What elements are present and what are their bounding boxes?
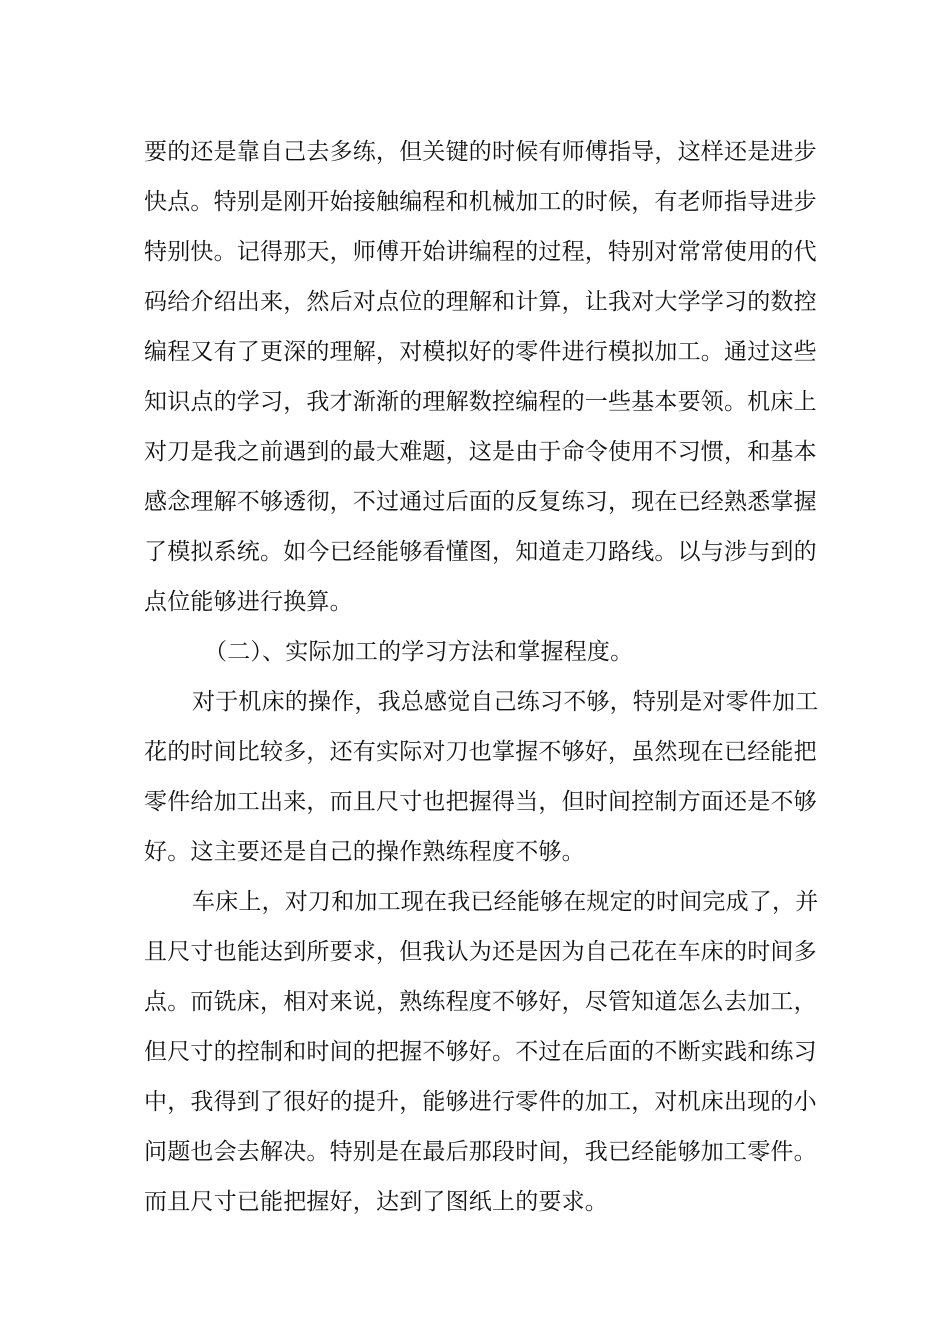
section-heading: （二）、实际加工的学习方法和掌握程度。	[204, 639, 634, 665]
text-line: 且尺寸也能达到所要求，但我认为还是因为自己花在车床的时间多	[144, 939, 817, 965]
text-line: 零件给加工出来，而且尺寸也把握得当，但时间控制方面还是不够	[144, 789, 817, 815]
text-line: 对刀是我之前遇到的最大难题，这是由于命令使用不习惯，和基本	[144, 439, 817, 465]
text-line: 感念理解不够透彻，不过通过后面的反复练习，现在已经熟悉掌握	[144, 489, 817, 515]
text-line: 码给介绍出来，然后对点位的理解和计算，让我对大学学习的数控	[144, 289, 817, 315]
text-line: 问题也会去解决。特别是在最后那段时间，我已经能够加工零件。	[144, 1139, 817, 1165]
text-line: 知识点的学习，我才渐渐的理解数控编程的一些基本要领。机床上	[144, 389, 817, 415]
text-line: 要的还是靠自己去多练，但关键的时候有师傅指导，这样还是进步	[144, 139, 817, 165]
text-line: 好。这主要还是自己的操作熟练程度不够。	[144, 839, 585, 865]
text-line: 点位能够进行换算。	[144, 589, 353, 615]
text-line: 但尺寸的控制和时间的把握不够好。不过在后面的不断实践和练习	[144, 1039, 817, 1065]
text-line: 中，我得到了很好的提升，能够进行零件的加工，对机床出现的小	[144, 1089, 817, 1115]
text-line: 点。而铣床，相对来说，熟练程度不够好，尽管知道怎么去加工，	[144, 989, 817, 1015]
text-line: 快点。特别是刚开始接触编程和机械加工的时候，有老师指导进步	[144, 189, 817, 215]
text-line: 对于机床的操作，我总感觉自己练习不够，特别是对零件加工	[192, 689, 819, 715]
text-line: 车床上，对刀和加工现在我已经能够在规定的时间完成了，并	[192, 889, 819, 915]
text-line: 编程又有了更深的理解，对模拟好的零件进行模拟加工。通过这些	[144, 339, 817, 365]
text-line: 花的时间比较多，还有实际对刀也掌握不够好，虽然现在已经能把	[144, 739, 817, 765]
text-line: 而且尺寸已能把握好，达到了图纸上的要求。	[144, 1189, 608, 1215]
text-line: 特别快。记得那天，师傅开始讲编程的过程，特别对常常使用的代	[144, 239, 817, 265]
body-text	[144, 127, 824, 1227]
text-line: 了模拟系统。如今已经能够看懂图，知道走刀路线。以与涉与到的	[144, 539, 817, 565]
